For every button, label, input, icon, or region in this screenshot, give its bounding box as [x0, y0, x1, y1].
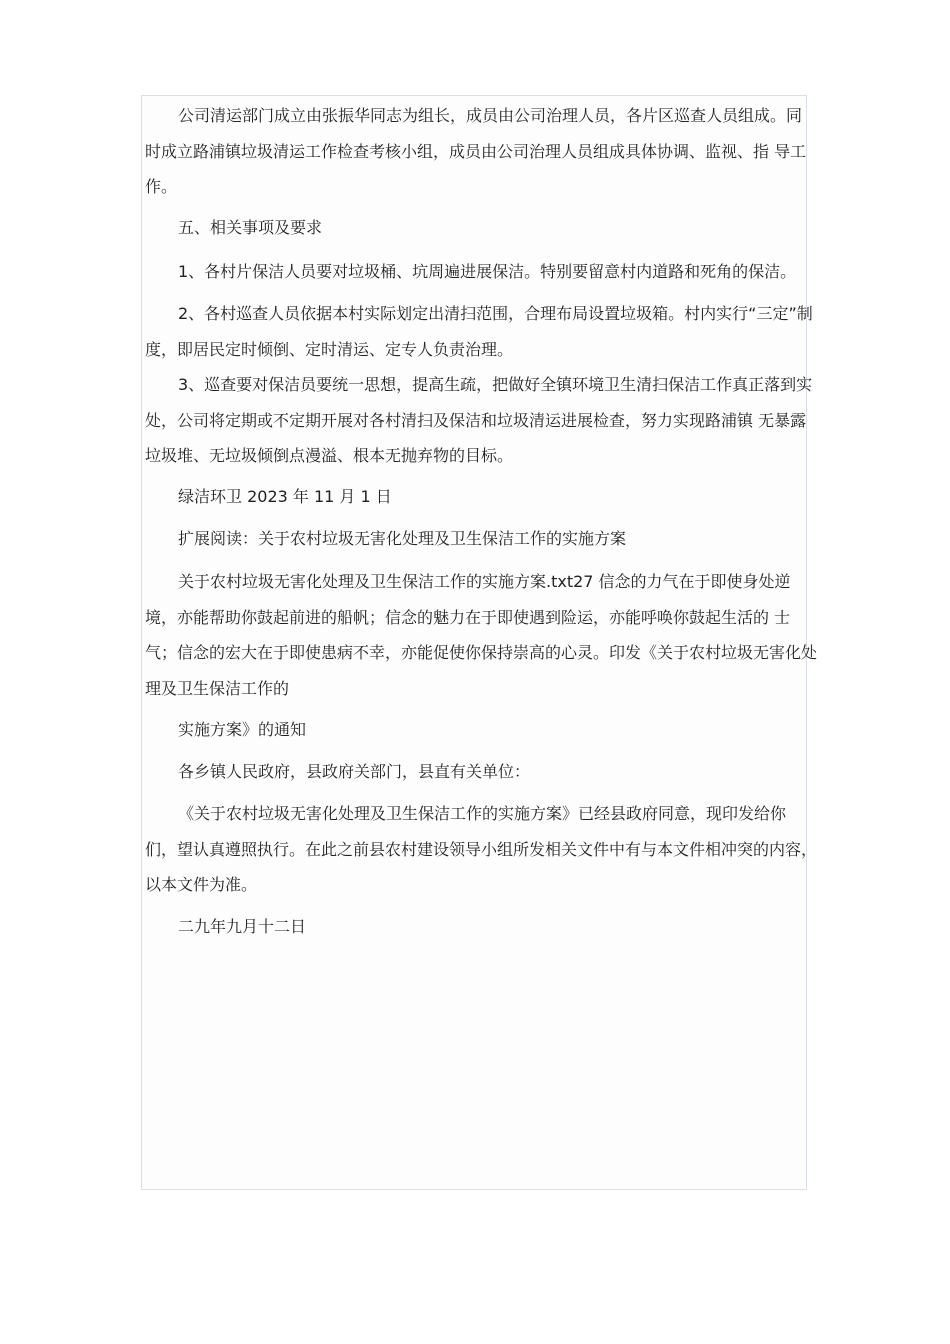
list-item-3: 3、巡查要对保洁员要统一思想，提高生疏，把做好全镇环境卫生清扫保洁工作真正落到实处，公司将定期或不定期开展对各村清扫及保洁和垃圾清运进展检查，努力实现路浦镇 无暴露垃圾堆、无垃圾倾倒点漫溢、根本无抛弃物的目标。 [145, 375, 813, 465]
document-page [141, 95, 818, 1190]
closing-date: 二九年九月十二日 [178, 917, 307, 936]
list-item-2: 2、各村巡查人员依据本村实际划定出清扫范围，合理布局设置垃圾箱。村内实行“三定”制度，即居民定时倾倒、定时清运、定专人负责治理。 [145, 304, 813, 359]
paragraph-belief: 关于农村垃圾无害化处理及卫生保洁工作的实施方案.txt27 信念的力气在于即使身处逆境，亦能帮助你鼓起前进的船帆；信念的魅力在于即使遇到险运，亦能呼唤你鼓起生活的 士气；信念的宏大在于即使患病不幸，亦能促使你保持崇高的心灵。印发《关于农村垃圾无害化处理及卫生保洁工作的 [145, 572, 818, 698]
section-heading-requirements: 五、相关事项及要求 [178, 218, 323, 237]
list-item-1: 1、各村片保洁人员要对垃圾桶、坑周遍进展保洁。特别要留意村内道路和死角的保洁。 [178, 262, 797, 281]
signature-date: 绿洁环卫 2023 年 11 月 1 日 [178, 487, 392, 506]
paragraph-cleanup-team: 公司清运部门成立由张振华同志为组长，成员由公司治理人员，各片区巡查人员组成。同时成立路浦镇垃圾清运工作检查考核小组，成员由公司治理人员组成具体协调、监视、指 导工作。 [145, 106, 807, 196]
notice-title-continued: 实施方案》的通知 [178, 720, 307, 739]
paragraph-notice-body: 《关于农村垃圾无害化处理及卫生保洁工作的实施方案》已经县政府同意，现印发给你们，望认真遵照执行。在此之前县农村建设领导小组所发相关文件中有与本文件相冲突的内容，以本文件为准。 [145, 804, 818, 894]
recipients-line: 各乡镇人民政府，县政府关部门，县直有关单位： [178, 762, 531, 781]
extended-reading-title: 扩展阅读：关于农村垃圾无害化处理及卫生保洁工作的实施方案 [178, 529, 627, 548]
